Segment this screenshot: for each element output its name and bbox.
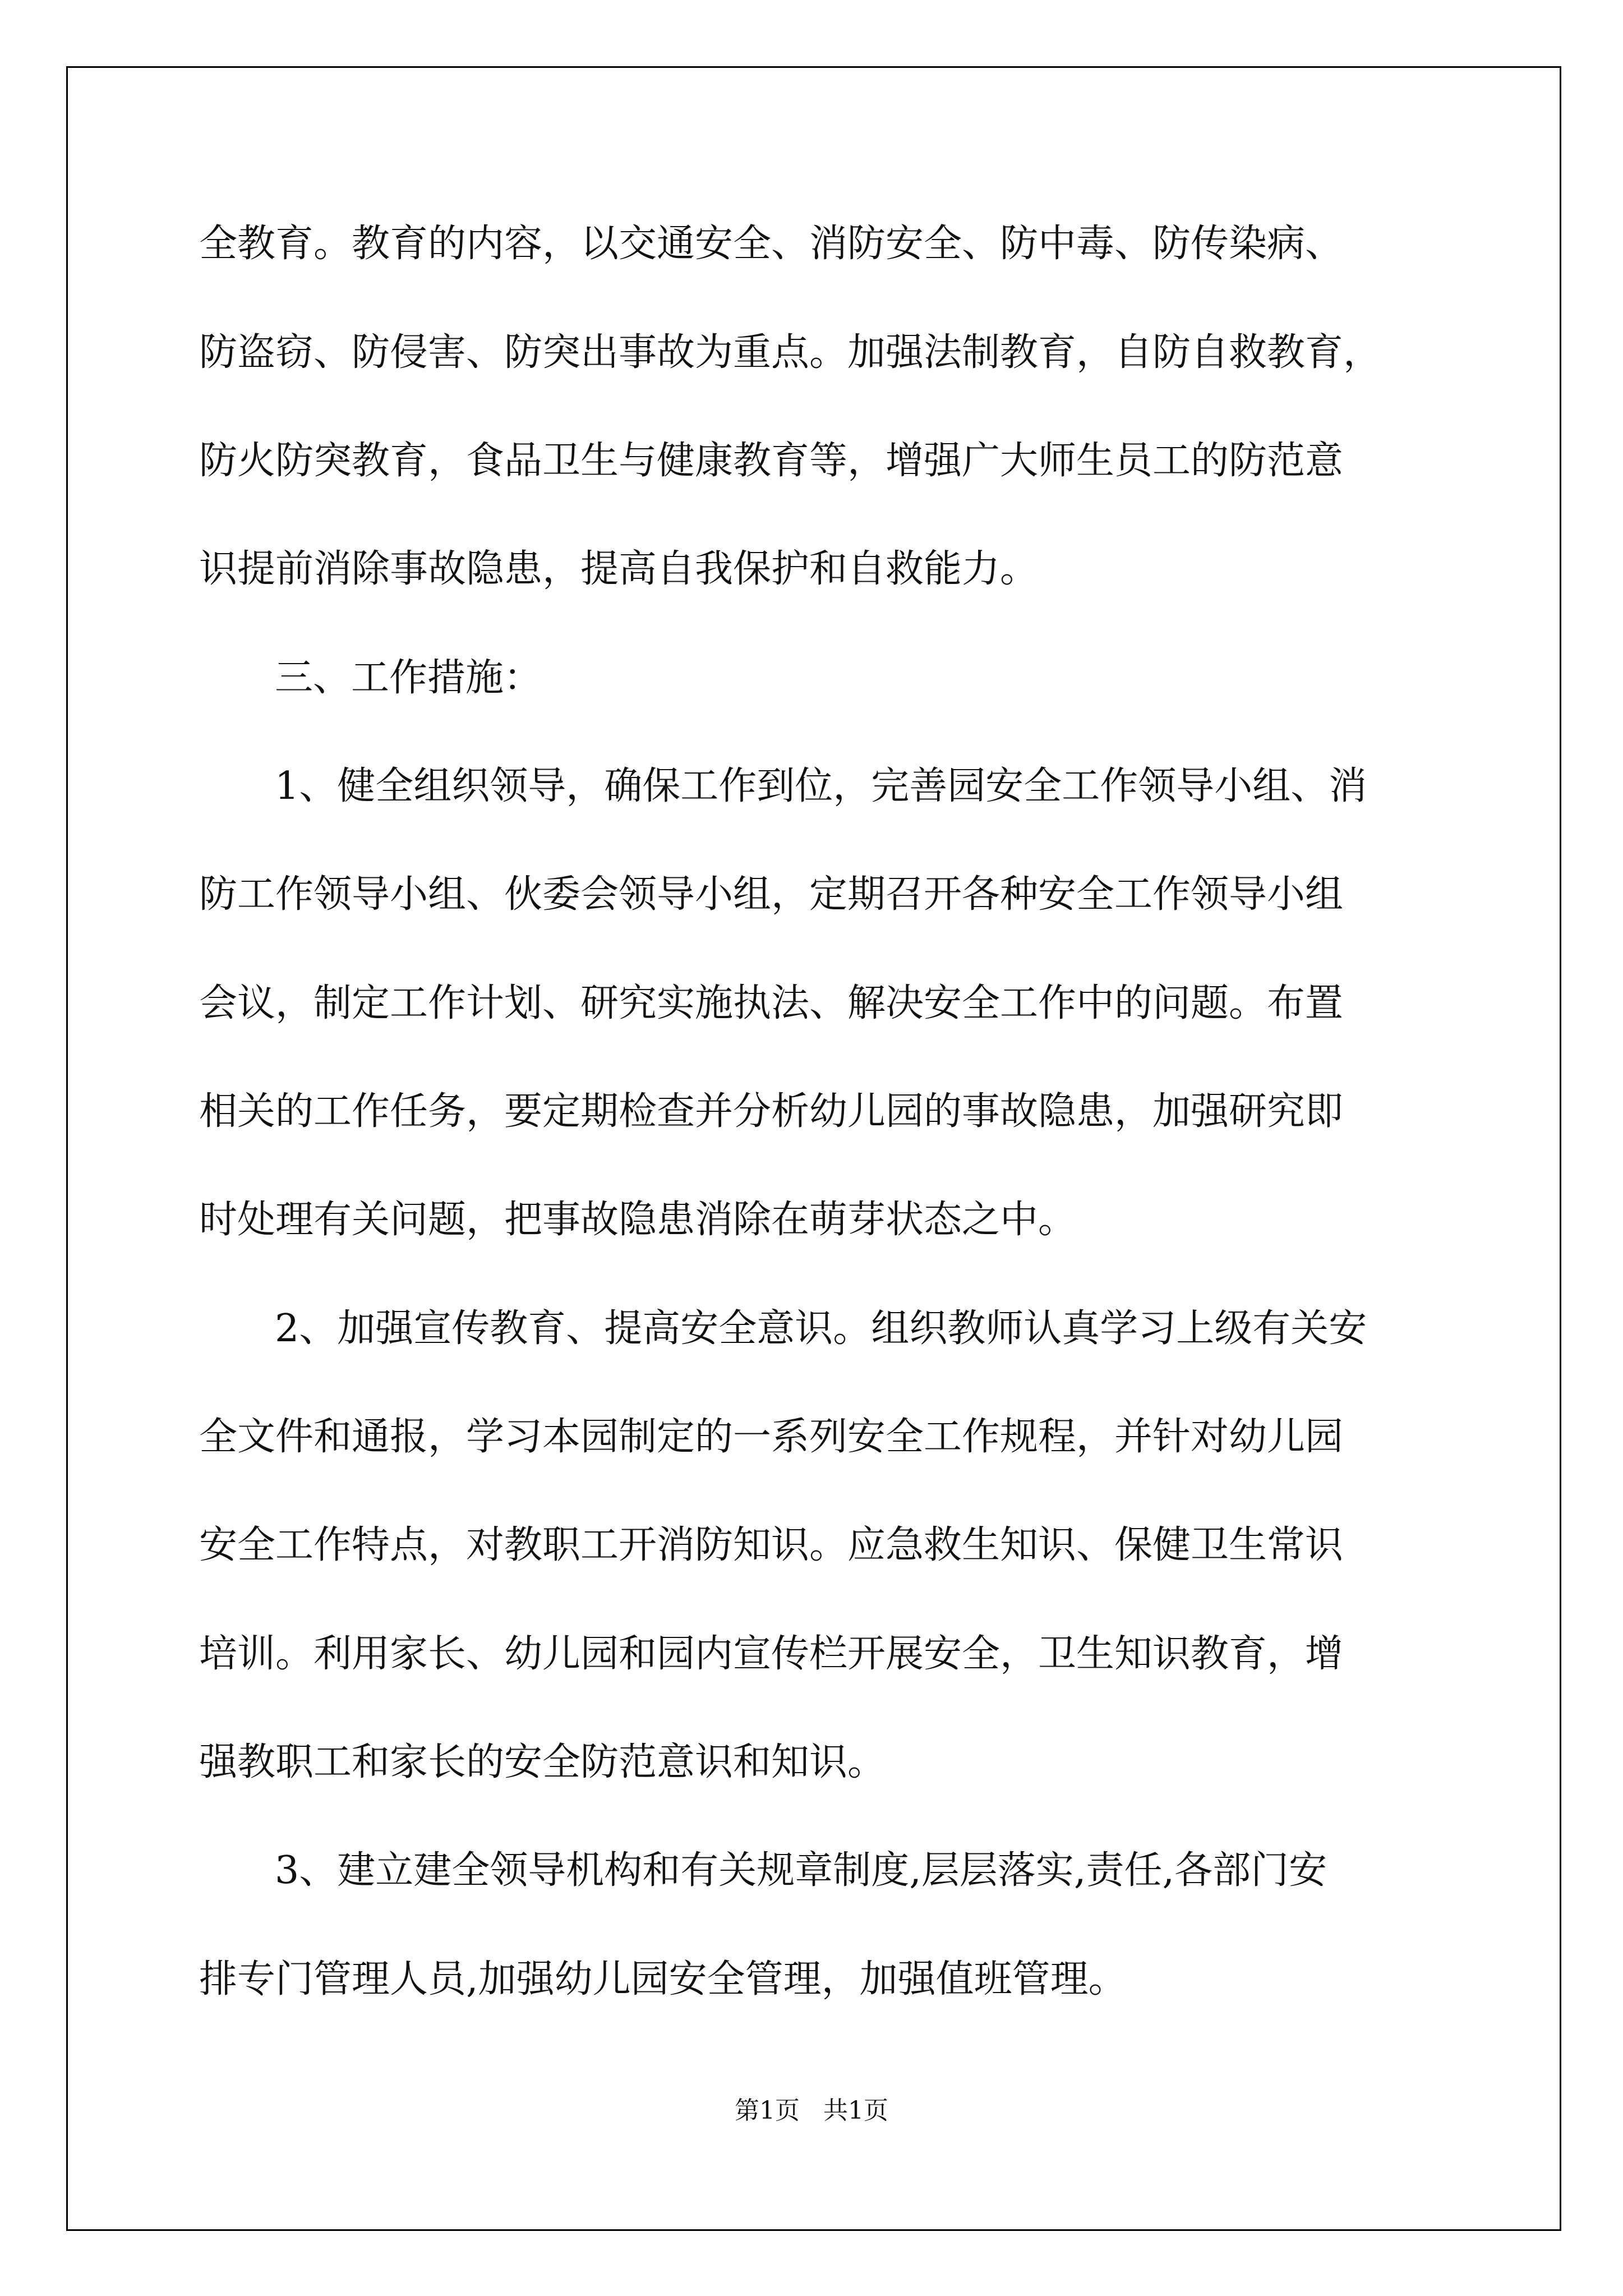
body-line: 防盗窃、防侵害、防突出事故为重点。加强法制教育，自防自救教育， xyxy=(199,330,1382,375)
body-line: 强教职工和家长的安全防范意识和知识。 xyxy=(199,1740,886,1784)
body-line: 全文件和通报，学习本园制定的一系列安全工作规程，并针对幼儿园 xyxy=(199,1415,1344,1459)
body-line: 安全工作特点，对教职工开消防知识。应急救生知识、保健卫生常识 xyxy=(199,1523,1344,1567)
body-line: 培训。利用家长、幼儿园和园内宣传栏开展安全，卫生知识教育，增 xyxy=(199,1632,1344,1676)
body-line: 会议，制定工作计划、研究实施执法、解决安全工作中的问题。布置 xyxy=(199,981,1344,1025)
body-line: 3、建立建全领导机构和有关规章制度,层层落实,责任,各部门安 xyxy=(275,1848,1327,1893)
body-line: 1、健全组织领导，确保工作到位，完善园安全工作领导小组、消 xyxy=(275,764,1367,808)
page-footer: 第1页 共1页 xyxy=(735,2096,888,2125)
body-line: 全教育。教育的内容，以交通安全、消防安全、防中毒、防传染病、 xyxy=(199,222,1344,266)
body-line: 2、加强宣传教育、提高安全意识。组织教师认真学习上级有关安 xyxy=(275,1306,1367,1351)
body-line: 防火防突教育，食品卫生与健康教育等，增强广大师生员工的防范意 xyxy=(199,439,1344,483)
body-line: 识提前消除事故隐患，提高自我保护和自救能力。 xyxy=(199,547,1039,591)
body-line: 防工作领导小组、伙委会领导小组，定期召开各种安全工作领导小组 xyxy=(199,872,1344,917)
body-line: 相关的工作任务，要定期检查并分析幼儿园的事故隐患，加强研究即 xyxy=(199,1089,1344,1134)
body-line: 排专门管理人员,加强幼儿园安全管理，加强值班管理。 xyxy=(199,1957,1127,2001)
body-line: 时处理有关问题，把事故隐患消除在萌芽状态之中。 xyxy=(199,1198,1077,1242)
section-heading: 三、工作措施： xyxy=(275,656,542,700)
page-border xyxy=(66,66,1561,2231)
